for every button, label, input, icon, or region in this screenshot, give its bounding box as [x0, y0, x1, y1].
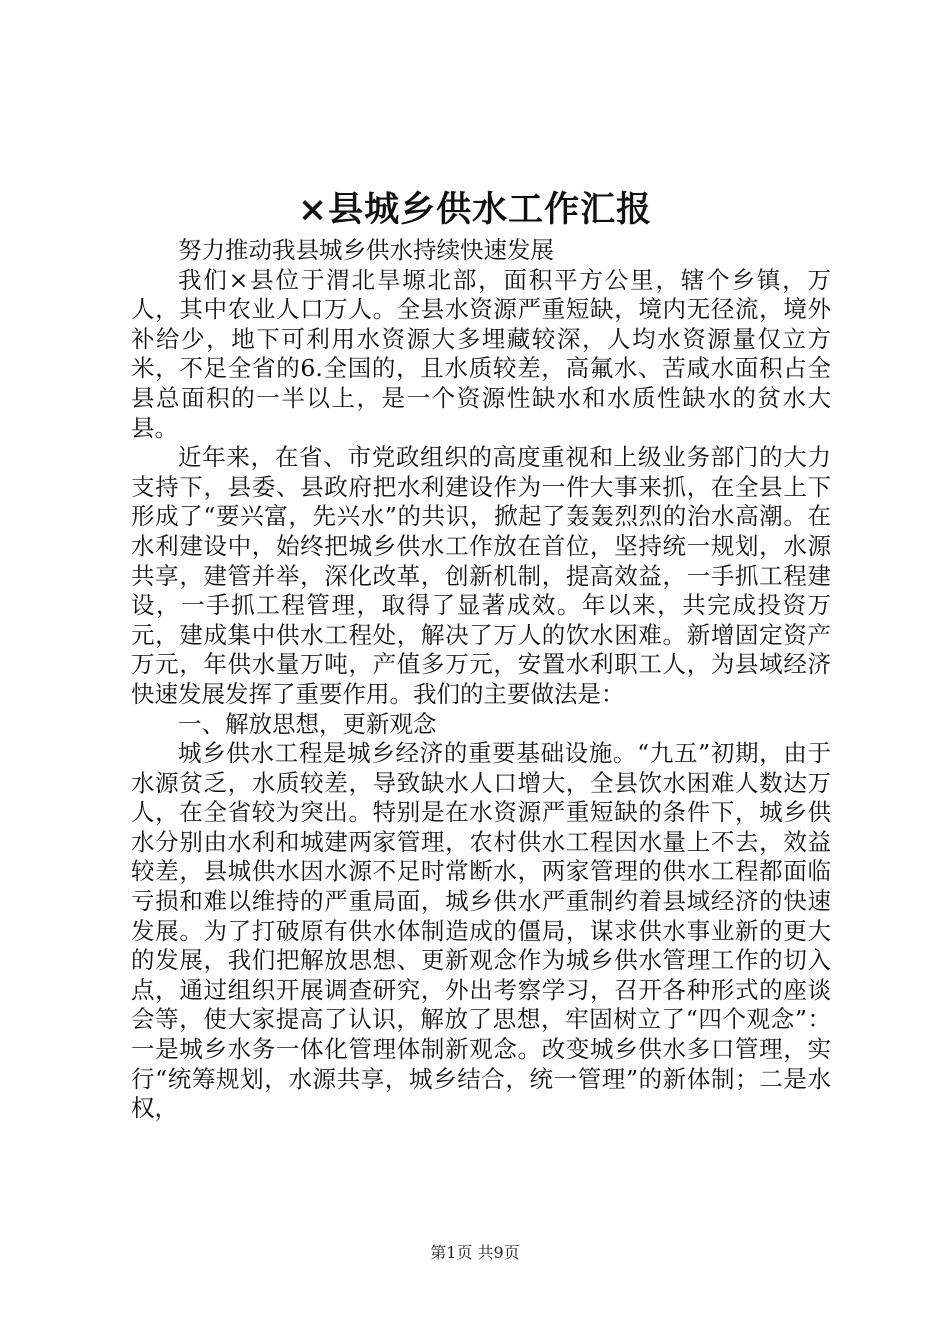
page-number-footer: 第1页 共9页 — [430, 1243, 520, 1262]
subtitle-paragraph: 努力推动我县城乡供水持续快速发展 — [178, 236, 554, 264]
section-heading: 一、解放思想，更新观念 — [178, 709, 437, 738]
body-paragraph: 城乡供水工程是城乡经济的重要基础设施。“九五”初期，由于水源贫乏，水质较差，导致缺水人口增大，全县饮水困难人数达万人，在全省较为突出。特别是在水资源严重短缺的条件下，城乡供水分别由水利和城建两家管理，农村供水工程因水量上不去，效益较差，县城供水因水源不足时常断水，两家管理的供水工程都面临亏损和难以维持的严重局面，城乡供水严重制约着县域经济的快速发展。为了打破原有供水体制造成的僵局，谋求供水事业新的更大的发展，我们把解放思想、更新观念作为城乡供水管理工作的切入点，通过组织开展调查研究，外出考察学习，召开各种形式的座谈会等，使大家提高了认识，解放了思想，牢固树立了“四个观念”：一是城乡水务一体化管理体制新观念。改变城乡供水多口管理，实行“统筹规划，水源共享，城乡结合，统一管理”的新体制；二是水权， — [131, 739, 831, 1123]
document-title: ×县城乡供水工作汇报 — [297, 189, 653, 230]
body-paragraph: 我们×县位于渭北旱塬北部，面积平方公里，辖个乡镇，万人，其中农业人口万人。全县水资源严重短缺，境内无径流，境外补给少，地下可利用水资源大多埋藏较深，人均水资源量仅立方米，不足全省的6.全国的，且水质较差，高氟水、苦咸水面积占全县总面积的一半以上，是一个资源性缺水和水质性缺水的贫水大县。 — [131, 265, 831, 442]
document-body — [131, 236, 831, 1124]
body-paragraph: 近年来，在省、市党政组织的高度重视和上级业务部门的大力支持下，县委、县政府把水利建设作为一件大事来抓，在全县上下形成了“要兴富，先兴水”的共识，掀起了轰轰烈烈的治水高潮。在水利建设中，始终把城乡供水工作放在首位，坚持统一规划，水源共享，建管并举，深化改革，创新机制，提高效益，一手抓工程建设，一手抓工程管理，取得了显著成效。年以来，共完成投资万元，建成集中供水工程处，解决了万人的饮水困难。新增固定资产万元，年供水量万吨，产值多万元，安置水利职工人，为县域经济快速发展发挥了重要作用。我们的主要做法是： — [131, 443, 831, 708]
